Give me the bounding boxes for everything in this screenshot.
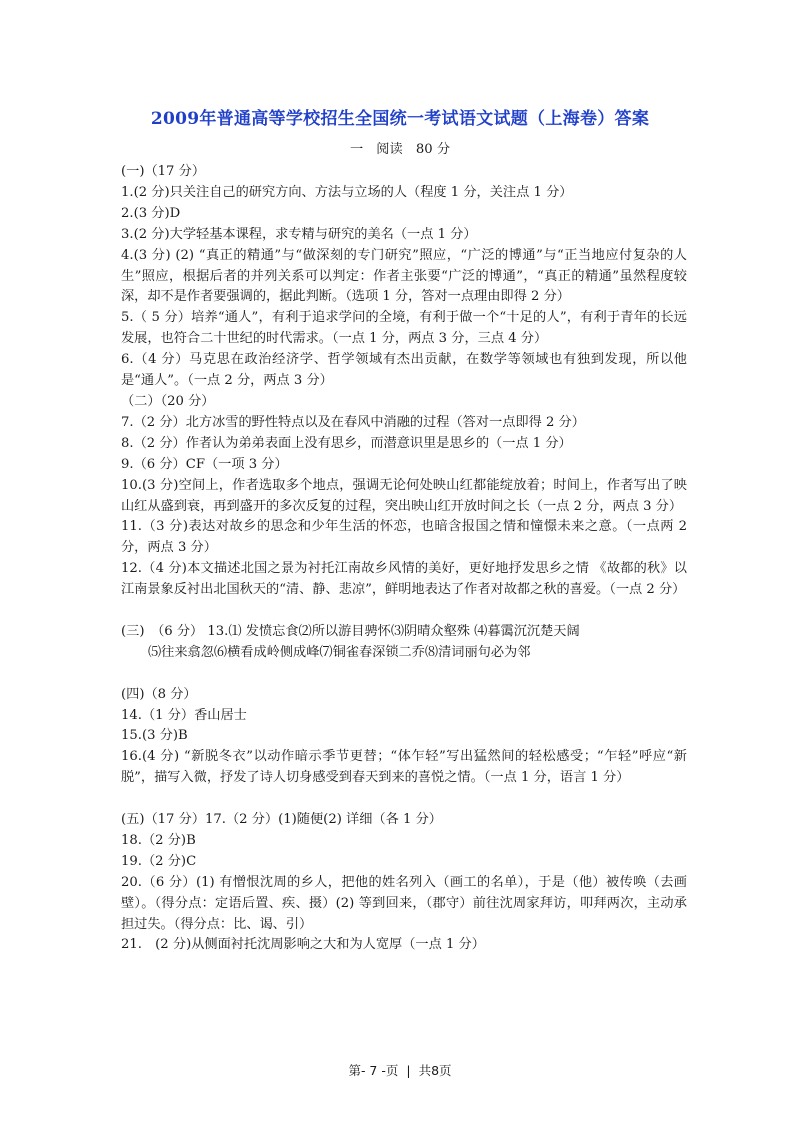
answer-item: 14.（1 分）香山居士 bbox=[121, 707, 247, 723]
answer-item: 11.（3 分)表达对故乡的思念和少年生活的怀恋，也暗含报国之情和憧憬未来之意。（一点两 2 分，两点 3 分） bbox=[121, 519, 687, 556]
answer-item: 5.（ 5 分）培养“通人”，有利于追求学问的全境，有利于做一个“十足的人”，有利于青年的长远发展，也符合二十世纪的时代需求。（一点 1 分，两点 3 分，三点 4 分） bbox=[121, 310, 687, 347]
answer-item: 7.（2 分）北方冰雪的野性特点以及在春风中消融的过程（答对一点即得 2 分） bbox=[121, 414, 585, 430]
answer-item: 19.（2 分)C bbox=[121, 853, 197, 869]
answer-item: 15.(3 分)B bbox=[121, 728, 188, 744]
section-label: (一)（17 分） bbox=[121, 164, 206, 179]
answer-body bbox=[121, 162, 687, 956]
answer-item: 16.(4 分) “新脱冬衣”以动作暗示季节更替；“体乍轻”写出猛然间的轻松感受；“乍轻”呼应“新脱”，描写入微，抒发了诗人切身感受到春天到来的喜悦之情。（一点 1 分，语言 1 分） bbox=[121, 749, 687, 786]
answer-item: 4.(3 分) (2) “真正的精通”与“做深刻的专门研究”照应，“广泛的博通”与“正当地应付复杂的人生”照应，根据后者的并列关系可以判定：作者主张要“广泛的博通”，“真正的精通”虽然程度较深，却不是作者要强调的，据此判断。（选项 1 分，答对一点理由即得 2 分） bbox=[121, 247, 687, 305]
answer-item: 18.（2 分)B bbox=[121, 832, 196, 848]
blank-line bbox=[121, 601, 687, 622]
page-number: 第- 7 -页 bbox=[348, 1063, 399, 1078]
answer-item: 8.（2 分）作者认为弟弟表面上没有思乡，而潜意识里是思乡的（一点 1 分） bbox=[121, 435, 572, 451]
section-label: (四)（8 分） bbox=[121, 686, 197, 702]
blank-line bbox=[121, 789, 687, 810]
answer-item: (三) （6 分） 13.⑴ 发愤忘食⑵所以游目骋怀⑶阴晴众壑殊 ⑷暮霭沉沉楚天阔 bbox=[121, 623, 580, 639]
answer-item: 21. (2 分)从侧面衬托沈周影响之大和为人宽厚（一点 1 分） bbox=[121, 937, 485, 953]
blank-line bbox=[121, 664, 687, 685]
page-total: 共8页 bbox=[418, 1063, 452, 1078]
footer-separator: | bbox=[406, 1063, 411, 1078]
answer-item: 3.(2 分)大学轻基本课程，求专精与研究的美名（一点 1 分） bbox=[121, 226, 477, 242]
page-footer bbox=[0, 1061, 800, 1079]
answer-item: 6.（4 分）马克思在政治经济学、哲学领域有杰出贡献，在数学等领域也有独到发现，所以他是“通人”。（一点 2 分，两点 3 分） bbox=[121, 352, 687, 389]
answer-item: 9.（6 分）CF（一项 3 分） bbox=[121, 456, 288, 472]
answer-item: 2.(3 分)D bbox=[121, 205, 181, 221]
answer-item: 12.（4 分)本文描述北国之景为衬托江南故乡风情的美好，更好地抒发思乡之情 《故都的秋》以江南景象反衬出北国秋天的“清、静、悲凉”，鲜明地表达了作者对故都之秋的喜爱。（一点 2 分） bbox=[121, 561, 687, 598]
answer-item: 1.(2 分)只关注自己的研究方向、方法与立场的人（程度 1 分，关注点 1 分） bbox=[121, 184, 573, 200]
answer-item-continued: ⑸往来翕忽⑹横看成岭侧成峰⑺铜雀春深锁二乔⑻清词丽句必为邻 bbox=[148, 644, 531, 660]
page-title: 2009年普通高等学校招生全国统一考试语文试题（上海卷）答案 bbox=[150, 109, 650, 129]
section-label: （二）（20 分） bbox=[121, 393, 215, 409]
answer-item: 20.（6 分）(1) 有憎恨沈周的乡人，把他的姓名列入（画工的名单），于是（他）被传唤（去画壁）。（得分点：定语后置、疾、摄）(2) 等到回来，（郡守）前往沈周家拜访，叩拜两次，主动承担过失。（得分点：比、谒、引） bbox=[121, 874, 687, 932]
answer-item: (五)（17 分）17.（2 分）(1)随便(2) 详细（各 1 分） bbox=[121, 812, 442, 828]
section-heading: 一 阅读 80 分 bbox=[349, 142, 451, 157]
answer-item: 10.(3 分)空间上，作者选取多个地点，强调无论何处映山红都能绽放着；时间上，作者写出了映山红从盛到衰，再到盛开的多次反复的过程，突出映山红开放时间之长（一点 2 分，两点 3 分） bbox=[121, 477, 687, 514]
